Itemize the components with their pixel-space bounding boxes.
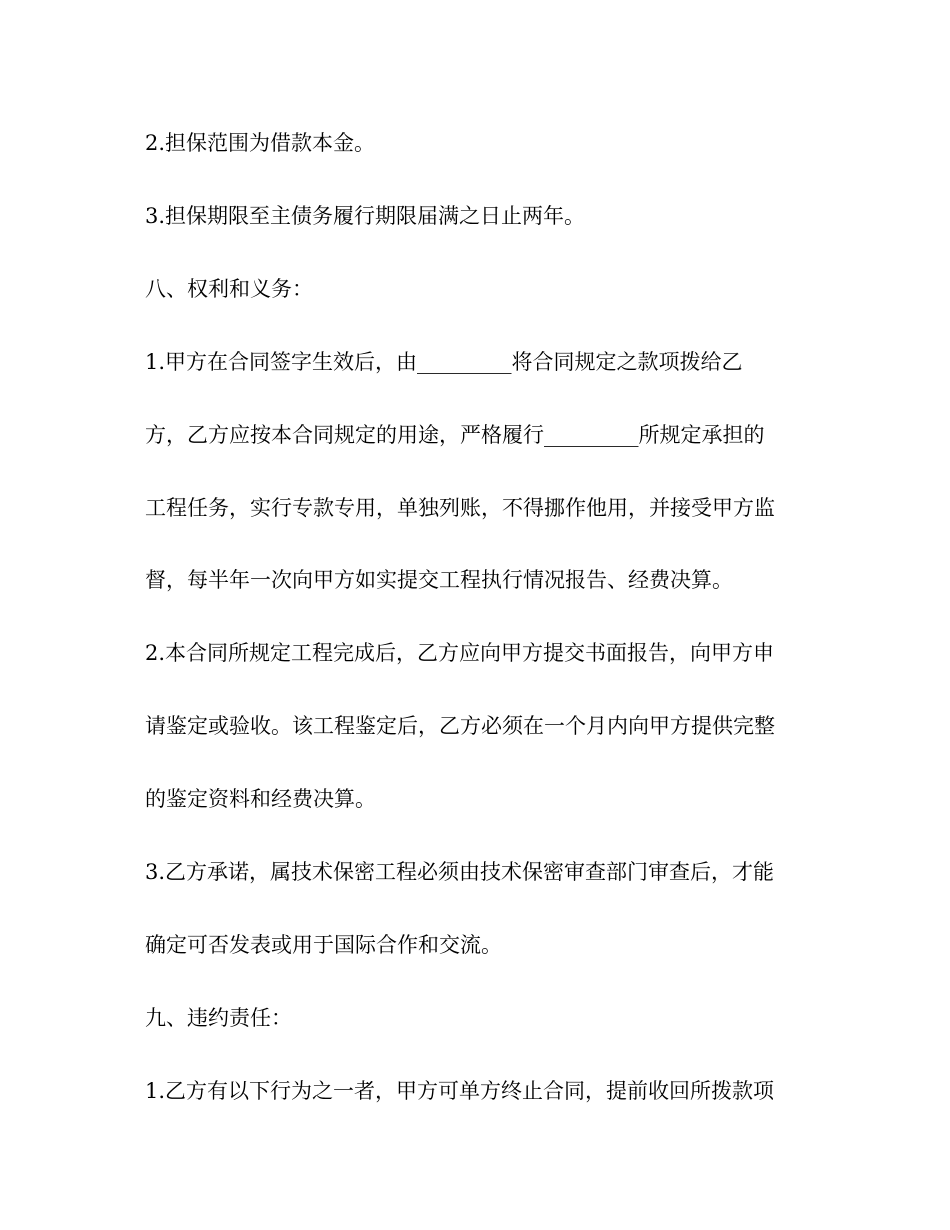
clause-8-2-line-2: 请鉴定或验收。该工程鉴定后，乙方必须在一个月内向甲方提供完整 (145, 714, 775, 738)
clause-7-3-text: 3.担保期限至主债务履行期限届满之日止两年。 (145, 204, 586, 228)
clause-8-1-line-4: 督，每半年一次向甲方如实提交工程执行情况报告、经费决算。 (145, 568, 733, 592)
section-9-heading: 九、违约责任： (145, 1006, 292, 1030)
clause-8-1-line-2: 方，乙方应按本合同规定的用途，严格履行_________所规定承担的 (145, 423, 765, 447)
clause-8-2-line-1: 2.本合同所规定工程完成后，乙方应向甲方提交书面报告，向甲方申 (145, 641, 775, 665)
clause-8-1-line-3: 工程任务，实行专款专用，单独列账，不得挪作他用，并接受甲方监 (145, 496, 775, 520)
section-8-heading: 八、权利和义务： (145, 277, 313, 301)
clause-8-3-line-2: 确定可否发表或用于国际合作和交流。 (145, 933, 502, 957)
clause-7-2-text: 2.担保范围为借款本金。 (145, 131, 376, 155)
clause-8-2-line-3: 的鉴定资料和经费决算。 (145, 787, 376, 811)
clause-8-3-line-1: 3.乙方承诺，属技术保密工程必须由技术保密审查部门审查后，才能 (145, 860, 775, 884)
clause-8-1-line-1: 1.甲方在合同签字生效后，由_________将合同规定之款项拨给乙 (145, 350, 743, 374)
clause-9-1-line-1: 1.乙方有以下行为之一者，甲方可单方终止合同，提前收回所拨款项 (145, 1079, 775, 1103)
